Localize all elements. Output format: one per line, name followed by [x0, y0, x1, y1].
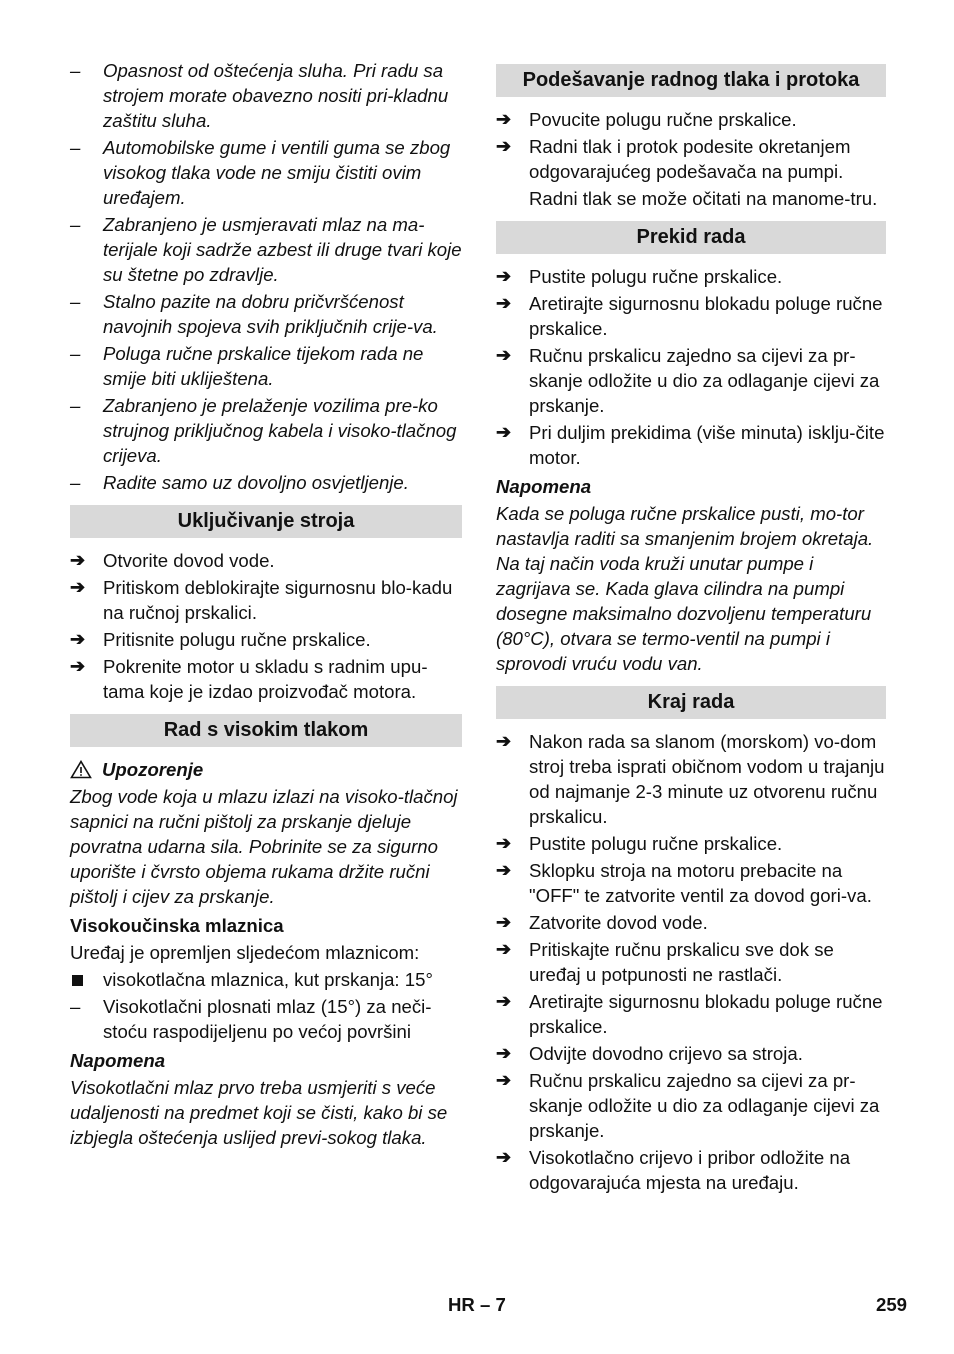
list-item: – Automobilske gume i ventili guma se zbog visokog tlaka vode ne smiju čistiti ovim uređajem. — [70, 137, 451, 208]
dash-marker: – — [70, 395, 81, 416]
warning-label: Upozorenje — [70, 757, 462, 782]
list-item: ➔ Visokotlačno crijevo i pribor odložite na odgovarajuća mjesta na uređaju. — [496, 1147, 851, 1193]
arrow-icon: ➔ — [496, 860, 512, 880]
list-item: ➔ Aretirajte sigurnosnu blokadu poluge ručne prskalice. — [496, 991, 883, 1037]
dash-marker: – — [70, 343, 81, 364]
list-item: – Visokotlačni plosnati mlaz (15°) za neči-stoću raspodijeljenu po većoj površini — [70, 996, 432, 1042]
arrow-icon: ➔ — [496, 939, 512, 959]
warning-text: Zbog vode koja u mlazu izlazi na visoko-tlačnoj sapnici na ručni pištolj za prskanje djeluje povratna udarna sila. Pobrinite se za sigurno uporište i čvrsto objema rukama držite ručni pištolj i cijev za prskanje. — [70, 786, 458, 907]
arrow-icon: ➔ — [496, 136, 512, 156]
list-item: ➔ Pokrenite motor u skladu s radnim upu-tama koje je izdao proizvođač motora. — [70, 656, 428, 702]
arrow-icon: ➔ — [496, 1147, 512, 1167]
note-label: Napomena — [496, 476, 592, 497]
list-item: – Zabranjeno je usmjeravati mlaz na ma-terijale koji sadrže azbest ili druge tvari koje su štetne po zdravlje. — [70, 214, 462, 285]
arrow-icon: ➔ — [496, 912, 512, 932]
arrow-icon: ➔ — [496, 1043, 512, 1063]
pressure-note: Radni tlak se može očitati na manome-tru. — [529, 188, 878, 209]
arrow-icon: ➔ — [70, 629, 86, 649]
arrow-icon: ➔ — [496, 293, 512, 313]
dash-marker: – — [70, 60, 81, 81]
subheading-mlaznica: Visokoučinska mlaznica — [70, 915, 284, 936]
arrow-icon: ➔ — [496, 422, 512, 442]
arrow-icon: ➔ — [496, 991, 512, 1011]
note-label: Napomena — [70, 1050, 166, 1071]
list-item: ➔ Zatvorite dovod vode. — [496, 912, 708, 933]
nozzle-intro: Uređaj je opremljen sljedećom mlaznicom: — [70, 942, 420, 963]
dash-marker: – — [70, 137, 81, 158]
arrow-icon: ➔ — [496, 266, 512, 286]
list-item: ➔ Radni tlak i protok podesite okretanjem odgovarajućeg podešavača na pumpi. — [496, 136, 851, 182]
list-item: ➔ Sklopku stroja na motoru prebacite na "OFF" te zatvorite ventil za dovod gori-va. — [496, 860, 872, 906]
section-heading-ukljucivanje: Uključivanje stroja — [70, 505, 462, 538]
section-heading-kraj-rada: Kraj rada — [496, 686, 886, 719]
list-item: ➔ Povucite polugu ručne prskalice. — [496, 109, 797, 130]
dash-marker: – — [70, 996, 81, 1017]
list-item: – Opasnost od oštećenja sluha. Pri radu sa strojem morate obavezno nositi pri-kladnu zaštitu sluha. — [70, 60, 449, 131]
list-item: ➔ Nakon rada sa slanom (morskom) vo-dom stroj treba isprati običnom vodom u trajanju od najmanje 2-3 minute uz otvorenu ručnu prskalicu. — [496, 731, 885, 827]
arrow-icon: ➔ — [496, 345, 512, 365]
arrow-icon: ➔ — [496, 109, 512, 129]
list-item: ➔ Odvijte dovodno crijevo sa stroja. — [496, 1043, 803, 1064]
square-bullet-icon — [72, 975, 83, 986]
page-number: 259 — [876, 1294, 908, 1315]
right-column — [496, 58, 886, 1197]
list-item: – Poluga ručne prskalice tijekom rada ne smije biti ukliještena. — [70, 343, 424, 389]
list-item: ➔ Otvorite dovod vode. — [70, 550, 275, 571]
note-text: Visokotlačni mlaz prvo treba usmjeriti s veće udaljenosti na predmet koji se čisti, kako bi se izbjegla oštećenja uslijed previ-sokog tlaka. — [70, 1077, 448, 1148]
warning-triangle-icon — [70, 760, 92, 779]
arrow-icon: ➔ — [70, 577, 86, 597]
section-heading-prekid-rada: Prekid rada — [496, 221, 886, 254]
list-item: ➔ Pritiskajte ručnu prskalicu sve dok se uređaj u potpunosti ne rastlači. — [496, 939, 834, 985]
hazard-list — [70, 58, 462, 495]
list-item: ➔ Pri duljim prekidima (više minuta) isklju-čite motor. — [496, 422, 885, 468]
list-item: – Stalno pazite na dobru pričvršćenost navojnih spojeva svih priključnih crije-va. — [70, 291, 438, 337]
list-item: ➔ Aretirajte sigurnosnu blokadu poluge ručne prskalice. — [496, 293, 883, 339]
list-item: – Zabranjeno je prelaženje vozilima pre-ko strujnog priključnog kabela i visoko-tlačnog crijeva. — [70, 395, 457, 466]
arrow-icon: ➔ — [496, 833, 512, 853]
left-column — [70, 58, 462, 1152]
arrow-icon: ➔ — [496, 1070, 512, 1090]
dash-marker: – — [70, 472, 81, 493]
arrow-icon: ➔ — [496, 731, 512, 751]
steps-list — [70, 548, 462, 704]
list-item: ➔ Pustite polugu ručne prskalice. — [496, 266, 783, 287]
section-heading-podesavanje: Podešavanje radnog tlaka i protoka — [496, 64, 886, 97]
list-item: ➔ Pustite polugu ručne prskalice. — [496, 833, 783, 854]
arrow-icon: ➔ — [70, 656, 86, 676]
arrow-icon: ➔ — [70, 550, 86, 570]
list-item: ➔ Ručnu prskalicu zajedno sa cijevi za pr-skanje odložite u dio za odlaganje cijevi za prskanje. — [496, 345, 880, 416]
list-item: – Radite samo uz dovoljno osvjetljenje. — [70, 472, 409, 493]
note-text: Kada se poluga ručne prskalice pusti, mo-tor nastavlja raditi sa smanjenim brojem okretaja. Na taj način voda kruži unutar pumpe i zagrijava se. Kada glava cilindra na pumpi dosegne maksimalno dozvoljenu temperaturu (80°C), otvara se termo-ventil na pumpi i sprovodi vruću vodu van. — [496, 503, 874, 674]
dash-marker: – — [70, 214, 81, 235]
footer-language-page: HR – 7 — [448, 1294, 506, 1315]
section-heading-rad-visokim-tlakom: Rad s visokim tlakom — [70, 714, 462, 747]
list-item: visokotlačna mlaznica, kut prskanja: 15° — [70, 967, 462, 992]
dash-marker: – — [70, 291, 81, 312]
list-item: ➔ Pritiskom deblokirajte sigurnosnu blo-kadu na ručnoj prskalici. — [70, 577, 453, 623]
list-item: ➔ Ručnu prskalicu zajedno sa cijevi za pr-skanje odložite u dio za odlaganje cijevi za prskanje. — [496, 1070, 880, 1141]
list-item: ➔ Pritisnite polugu ručne prskalice. — [70, 629, 371, 650]
